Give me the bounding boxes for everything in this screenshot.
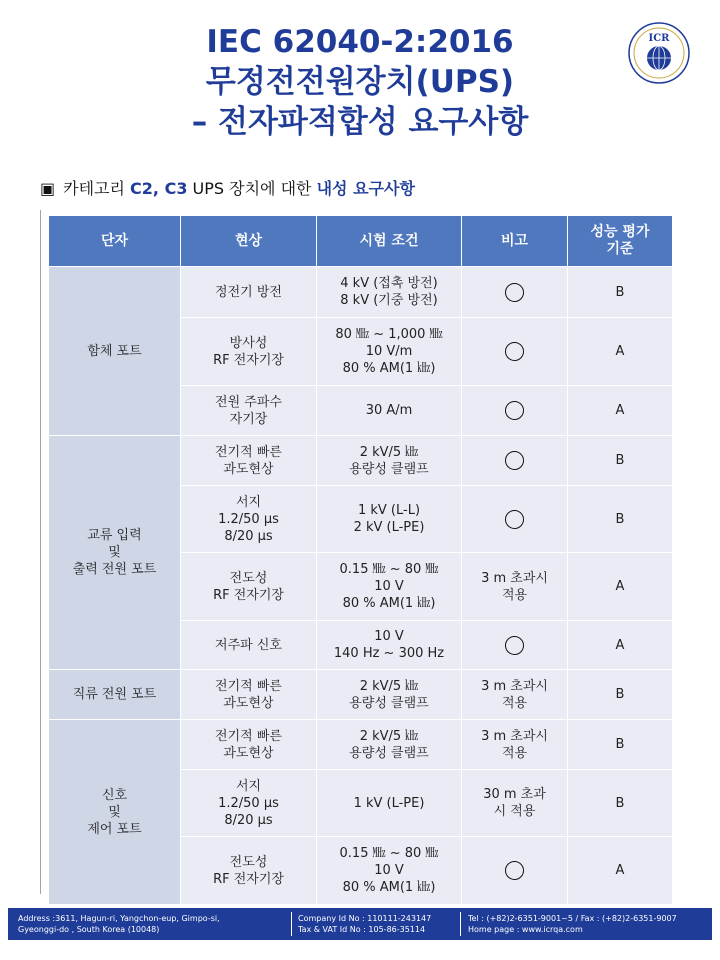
remark-cell bbox=[462, 386, 568, 436]
table-header-row bbox=[49, 216, 673, 267]
phenomenon-cell: 저주파 신호 bbox=[181, 621, 317, 670]
footer-divider bbox=[460, 912, 461, 936]
phenomenon-cell: 전원 주파수 자기장 bbox=[181, 386, 317, 436]
test-condition-cell: 0.15 ㎒ ~ 80 ㎒ 10 V 80 % AM(1 ㎑) bbox=[317, 837, 462, 905]
phenomenon-cell: 전도성 RF 전자기장 bbox=[181, 837, 317, 905]
criterion-cell: B bbox=[568, 670, 673, 720]
phenomenon-cell: 서지 1.2/50 μs 8/20 μs bbox=[181, 770, 317, 837]
footer-contact: Tel : (+82)2-6351-9001~5 / Fax : (+82)2-6351-9007 Home page : www.icrqa.com bbox=[468, 914, 677, 934]
title-line-2: 무정전전원장치(UPS) bbox=[205, 64, 515, 100]
applicable-circle-icon bbox=[505, 636, 524, 655]
test-condition-cell: 1 kV (L-PE) bbox=[317, 770, 462, 837]
criterion-cell: B bbox=[568, 486, 673, 553]
remark-cell bbox=[462, 486, 568, 553]
remark-cell bbox=[462, 837, 568, 905]
criterion-cell: B bbox=[568, 436, 673, 486]
bullet-square-icon: ▣ bbox=[40, 179, 56, 198]
port-cell: 교류 입력 및 출력 전원 포트 bbox=[49, 436, 181, 670]
criterion-cell: A bbox=[568, 553, 673, 621]
heading-bold: 내성 요구사항 bbox=[316, 179, 415, 198]
table-row bbox=[49, 720, 673, 770]
remark-cell: 3 m 초과시 적용 bbox=[462, 553, 568, 621]
test-condition-cell: 0.15 ㎒ ~ 80 ㎒ 10 V 80 % AM(1 ㎑) bbox=[317, 553, 462, 621]
test-condition-cell: 1 kV (L-L) 2 kV (L-PE) bbox=[317, 486, 462, 553]
heading-text-pre: 카테고리 bbox=[63, 179, 131, 198]
criterion-cell: A bbox=[568, 837, 673, 905]
applicable-circle-icon bbox=[505, 861, 524, 880]
section-heading bbox=[40, 176, 415, 199]
criterion-cell: B bbox=[568, 770, 673, 837]
phenomenon-cell: 전기적 빠른 과도현상 bbox=[181, 720, 317, 770]
phenomenon-cell: 방사성 RF 전자기장 bbox=[181, 318, 317, 386]
homepage-link[interactable]: Home page : www.icrqa.com bbox=[468, 925, 583, 934]
phenomenon-cell: 전도성 RF 전자기장 bbox=[181, 553, 317, 621]
title-line-3: – 전자파적합성 요구사항 bbox=[191, 104, 529, 140]
remark-cell: 30 m 초과 시 적용 bbox=[462, 770, 568, 837]
header-test-condition: 시험 조건 bbox=[317, 216, 462, 267]
test-condition-cell: 4 kV (접촉 방전) 8 kV (기중 방전) bbox=[317, 267, 462, 318]
heading-text-mid: UPS 장치에 대한 bbox=[187, 179, 317, 198]
criterion-cell: A bbox=[568, 386, 673, 436]
icr-logo-icon bbox=[628, 22, 690, 84]
immunity-requirements-table bbox=[48, 215, 673, 905]
test-condition-cell: 2 kV/5 ㎑ 용량성 클램프 bbox=[317, 670, 462, 720]
applicable-circle-icon bbox=[505, 510, 524, 529]
header-remark: 비고 bbox=[462, 216, 568, 267]
test-condition-cell: 80 ㎒ ~ 1,000 ㎒ 10 V/m 80 % AM(1 ㎑) bbox=[317, 318, 462, 386]
test-condition-cell: 2 kV/5 ㎑ 용량성 클램프 bbox=[317, 436, 462, 486]
remark-cell: 3 m 초과시 적용 bbox=[462, 670, 568, 720]
phenomenon-cell: 전기적 빠른 과도현상 bbox=[181, 670, 317, 720]
phenomenon-cell: 서지 1.2/50 μs 8/20 μs bbox=[181, 486, 317, 553]
applicable-circle-icon bbox=[505, 401, 524, 420]
phenomenon-cell: 전기적 빠른 과도현상 bbox=[181, 436, 317, 486]
port-cell: 신호 및 제어 포트 bbox=[49, 720, 181, 905]
document-title bbox=[60, 22, 660, 142]
footer-address: Address :3611, Hagun-ri, Yangchon-eup, Gimpo-si, Gyeonggi-do , South Korea (10048) bbox=[18, 914, 220, 934]
applicable-circle-icon bbox=[505, 283, 524, 302]
remark-cell bbox=[462, 318, 568, 386]
port-cell: 함체 포트 bbox=[49, 267, 181, 436]
remark-cell bbox=[462, 621, 568, 670]
table-row bbox=[49, 670, 673, 720]
footer-divider bbox=[291, 912, 292, 936]
logo-text: ICR bbox=[648, 33, 670, 44]
phenomenon-cell: 정전기 방전 bbox=[181, 267, 317, 318]
heading-classes: C2, C3 bbox=[130, 179, 188, 198]
table-row bbox=[49, 436, 673, 486]
left-frame-line bbox=[40, 210, 41, 894]
remark-cell bbox=[462, 267, 568, 318]
title-line-1: IEC 62040-2:2016 bbox=[206, 24, 514, 60]
remark-cell bbox=[462, 436, 568, 486]
test-condition-cell: 10 V 140 Hz ~ 300 Hz bbox=[317, 621, 462, 670]
criterion-cell: B bbox=[568, 720, 673, 770]
remark-cell: 3 m 초과시 적용 bbox=[462, 720, 568, 770]
header-criterion: 성능 평가 기준 bbox=[568, 216, 673, 267]
test-condition-cell: 2 kV/5 ㎑ 용량성 클램프 bbox=[317, 720, 462, 770]
applicable-circle-icon bbox=[505, 342, 524, 361]
test-condition-cell: 30 A/m bbox=[317, 386, 462, 436]
footer-bar bbox=[8, 908, 712, 940]
header-port: 단자 bbox=[49, 216, 181, 267]
criterion-cell: A bbox=[568, 318, 673, 386]
criterion-cell: B bbox=[568, 267, 673, 318]
table-row bbox=[49, 267, 673, 318]
port-cell: 직류 전원 포트 bbox=[49, 670, 181, 720]
criterion-cell: A bbox=[568, 621, 673, 670]
header-phenomenon: 현상 bbox=[181, 216, 317, 267]
applicable-circle-icon bbox=[505, 451, 524, 470]
footer-company-ids: Company Id No : 110111-243147 Tax & VAT Id No : 105-86-35114 bbox=[298, 914, 432, 934]
